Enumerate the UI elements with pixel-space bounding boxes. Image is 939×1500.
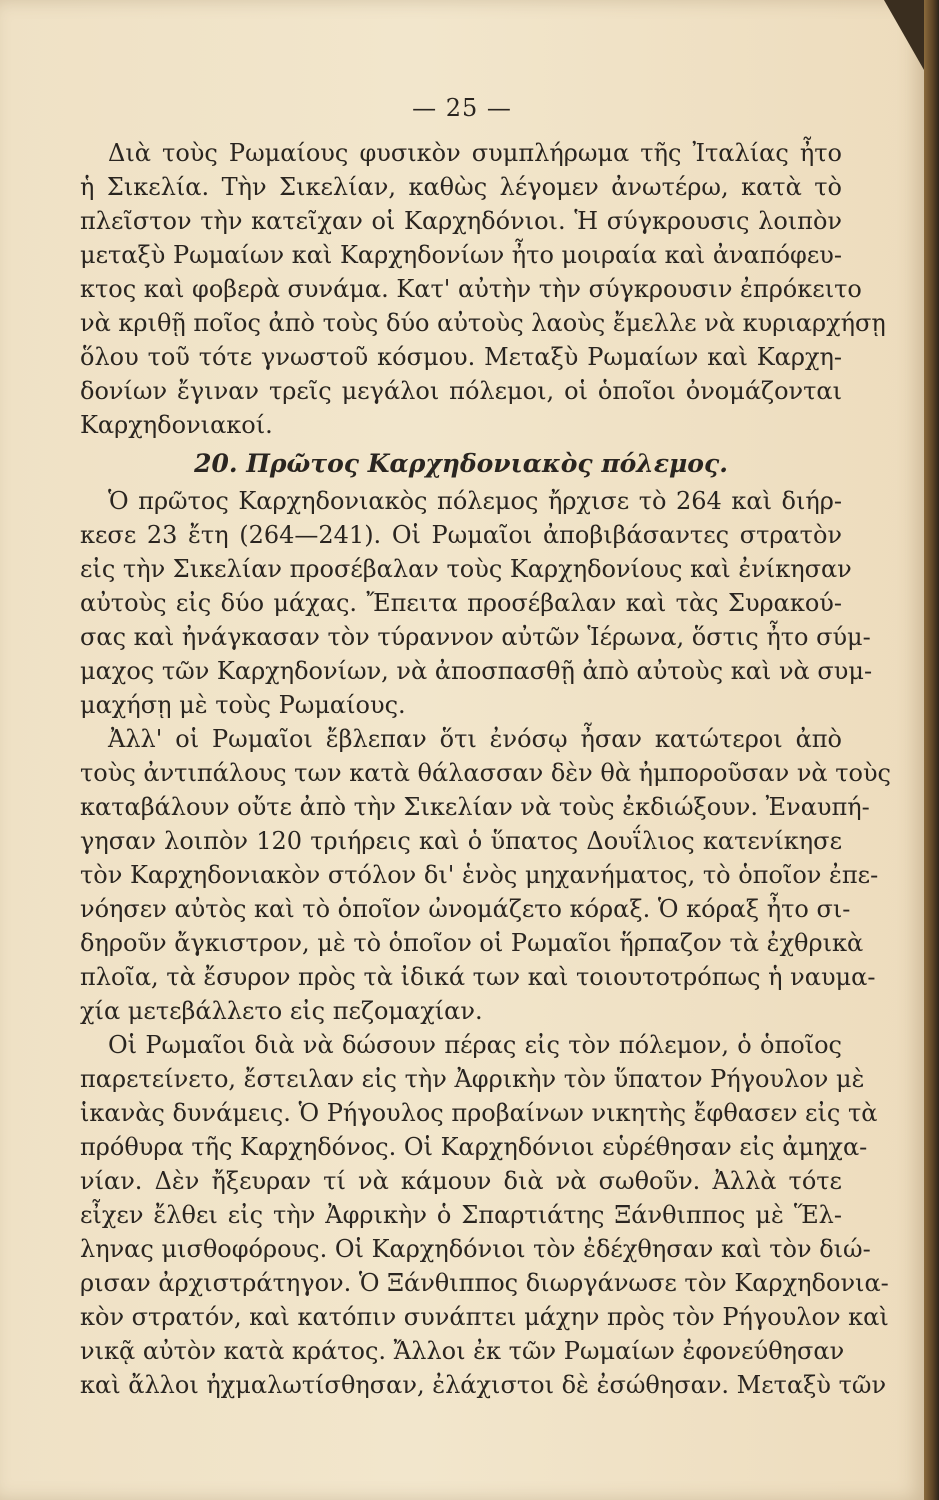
text-line: ληνας μισθοφόρους. Οἱ Καρχηδόνιοι τὸν ἐδέχθησαν καὶ τὸν διώ- bbox=[80, 1235, 871, 1263]
text-line: αὐτοὺς εἰς δύο μάχας. Ἔπειτα προσέβαλαν καὶ τὰς Συρακού- bbox=[80, 589, 842, 617]
text-line: πρόθυρα τῆς Καρχηδόνος. Οἱ Καρχηδόνιοι εὑρέθησαν εἰς ἀμηχα- bbox=[80, 1133, 868, 1161]
text-line: κεσε 23 ἔτη (264—241). Οἱ Ρωμαῖοι ἀποβιβάσαντες στρατὸν bbox=[80, 521, 842, 549]
text-line: καὶ ἄλλοι ἠχμαλωτίσθησαν, ἐλάχιστοι δὲ ἐσώθησαν. Μεταξὺ τῶν bbox=[80, 1371, 887, 1399]
text-line: γησαν λοιπὸν 120 τριήρεις καὶ ὁ ὕπατος Δουΐλιος κατενίκησε bbox=[80, 827, 842, 855]
text-line: τὸν Καρχηδονιακὸν στόλον δι' ἑνὸς μηχανήματος, τὸ ὁποῖον ἐπε- bbox=[80, 861, 879, 889]
text-line: πλεῖστον τὴν κατεῖχαν οἱ Καρχηδόνιοι. Ἡ σύγκρουσις λοιπὸν bbox=[80, 207, 842, 235]
text-line: Διὰ τοὺς Ρωμαίους φυσικὸν συμπλήρωμα τῆς Ἰταλίας ἦτο bbox=[108, 139, 842, 167]
page-number: — 25 — bbox=[412, 94, 512, 122]
text-line: Ἀλλ' οἱ Ρωμαῖοι ἔβλεπαν ὅτι ἐνόσῳ ἦσαν κατώτεροι ἀπὸ bbox=[108, 725, 842, 753]
text-line: ἡ Σικελία. Τὴν Σικελίαν, καθὼς λέγομεν ἀνωτέρω, κατὰ τὸ bbox=[80, 173, 842, 201]
text-line: εἰς τὴν Σικελίαν προσέβαλαν τοὺς Καρχηδονίους καὶ ἐνίκησαν bbox=[80, 555, 852, 583]
text-line: ὅλου τοῦ τότε γνωστοῦ κόσμου. Μεταξὺ Ρωμαίων καὶ Καρχη- bbox=[80, 343, 842, 371]
text-line: πλοῖα, τὰ ἔσυρον πρὸς τὰ ἰδικά των καὶ τοιουτοτρόπως ἡ ναυμα- bbox=[80, 963, 876, 991]
text-line: παρετείνετο, ἔστειλαν εἰς τὴν Ἀφρικὴν τὸν ὕπατον Ρήγουλον μὲ bbox=[80, 1065, 865, 1093]
text-line: χία μετεβάλλετο εἰς πεζομαχίαν. bbox=[80, 997, 483, 1025]
torn-corner bbox=[884, 0, 924, 70]
text-line: μεταξὺ Ρωμαίων καὶ Καρχηδονίων ἦτο μοιραία καὶ ἀναπόφευ- bbox=[80, 241, 842, 269]
text-line: Καρχηδονιακοί. bbox=[80, 411, 273, 439]
paragraph-2 bbox=[80, 484, 873, 722]
text-line: ἱκανὰς δυνάμεις. Ὁ Ρήγουλος προβαίνων νικητὴς ἔφθασεν εἰς τὰ bbox=[80, 1099, 878, 1127]
text-line: καταβάλουν οὔτε ἀπὸ τὴν Σικελίαν νὰ τοὺς ἐκδιώξουν. Ἐναυπή- bbox=[80, 793, 870, 821]
text-line: Οἱ Ρωμαῖοι διὰ νὰ δώσουν πέρας εἰς τὸν πόλεμον, ὁ ὁποῖος bbox=[108, 1031, 842, 1059]
text-line: τοὺς ἀντιπάλους των κατὰ θάλασσαν δὲν θὰ ἠμποροῦσαν νὰ τοὺς bbox=[80, 759, 891, 787]
paragraph-1 bbox=[80, 136, 886, 442]
text-line: δονίων ἔγιναν τρεῖς μεγάλοι πόλεμοι, οἱ ὁποῖοι ὀνομάζονται bbox=[80, 377, 842, 405]
paragraph-4 bbox=[80, 1028, 889, 1402]
text-line: νίαν. Δὲν ἤξευραν τί νὰ κάμουν διὰ νὰ σωθοῦν. Ἀλλὰ τότε bbox=[80, 1167, 842, 1195]
page-edge bbox=[924, 0, 939, 1500]
text-line: εἶχεν ἔλθει εἰς τὴν Ἀφρικὴν ὁ Σπαρτιάτης Ξάνθιππος μὲ Ἕλ- bbox=[80, 1201, 842, 1229]
text-line: ρισαν ἀρχιστράτηγον. Ὁ Ξάνθιππος διωργάνωσε τὸν Καρχηδονια- bbox=[80, 1269, 889, 1297]
text-line: κὸν στρατόν, καὶ κατόπιν συνάπτει μάχην πρὸς τὸν Ρήγουλον καὶ bbox=[80, 1303, 889, 1331]
text-line: σας καὶ ἠνάγκασαν τὸν τύραννον αὐτῶν Ἱέρωνα, ὅστις ἦτο σύμ- bbox=[80, 623, 871, 651]
page-body bbox=[80, 136, 891, 1402]
paragraph-3 bbox=[80, 722, 891, 1028]
text-line: δηροῦν ἄγκιστρον, μὲ τὸ ὁποῖον οἱ Ρωμαῖοι ἥρπαζον τὰ ἐχθρικὰ bbox=[80, 929, 864, 957]
text-line: νόησεν αὐτὸς καὶ τὸ ὁποῖον ὠνομάζετο κόραξ. Ὁ κόραξ ἦτο σι- bbox=[80, 895, 851, 923]
section-heading: 20. Πρῶτος Καρχηδονιακὸς πόλεμος. bbox=[194, 449, 728, 478]
text-line: νικᾷ αὐτὸν κατὰ κράτος. Ἄλλοι ἐκ τῶν Ρωμαίων ἐφονεύθησαν bbox=[80, 1337, 845, 1365]
text-line: μαχος τῶν Καρχηδονίων, νὰ ἀποσπασθῇ ἀπὸ αὐτοὺς καὶ νὰ συμ- bbox=[80, 657, 873, 685]
text-line: κτος καὶ φοβερὰ συνάμα. Κατ' αὐτὴν τὴν σύγκρουσιν ἐπρόκειτο bbox=[80, 275, 862, 303]
text-line: μαχήσῃ μὲ τοὺς Ρωμαίους. bbox=[80, 691, 406, 719]
text-line: Ὁ πρῶτος Καρχηδονιακὸς πόλεμος ἤρχισε τὸ 264 καὶ διήρ- bbox=[108, 487, 842, 515]
text-line: νὰ κριθῇ ποῖος ἀπὸ τοὺς δύο αὐτοὺς λαοὺς ἔμελλε νὰ κυριαρχήσῃ bbox=[80, 309, 886, 337]
